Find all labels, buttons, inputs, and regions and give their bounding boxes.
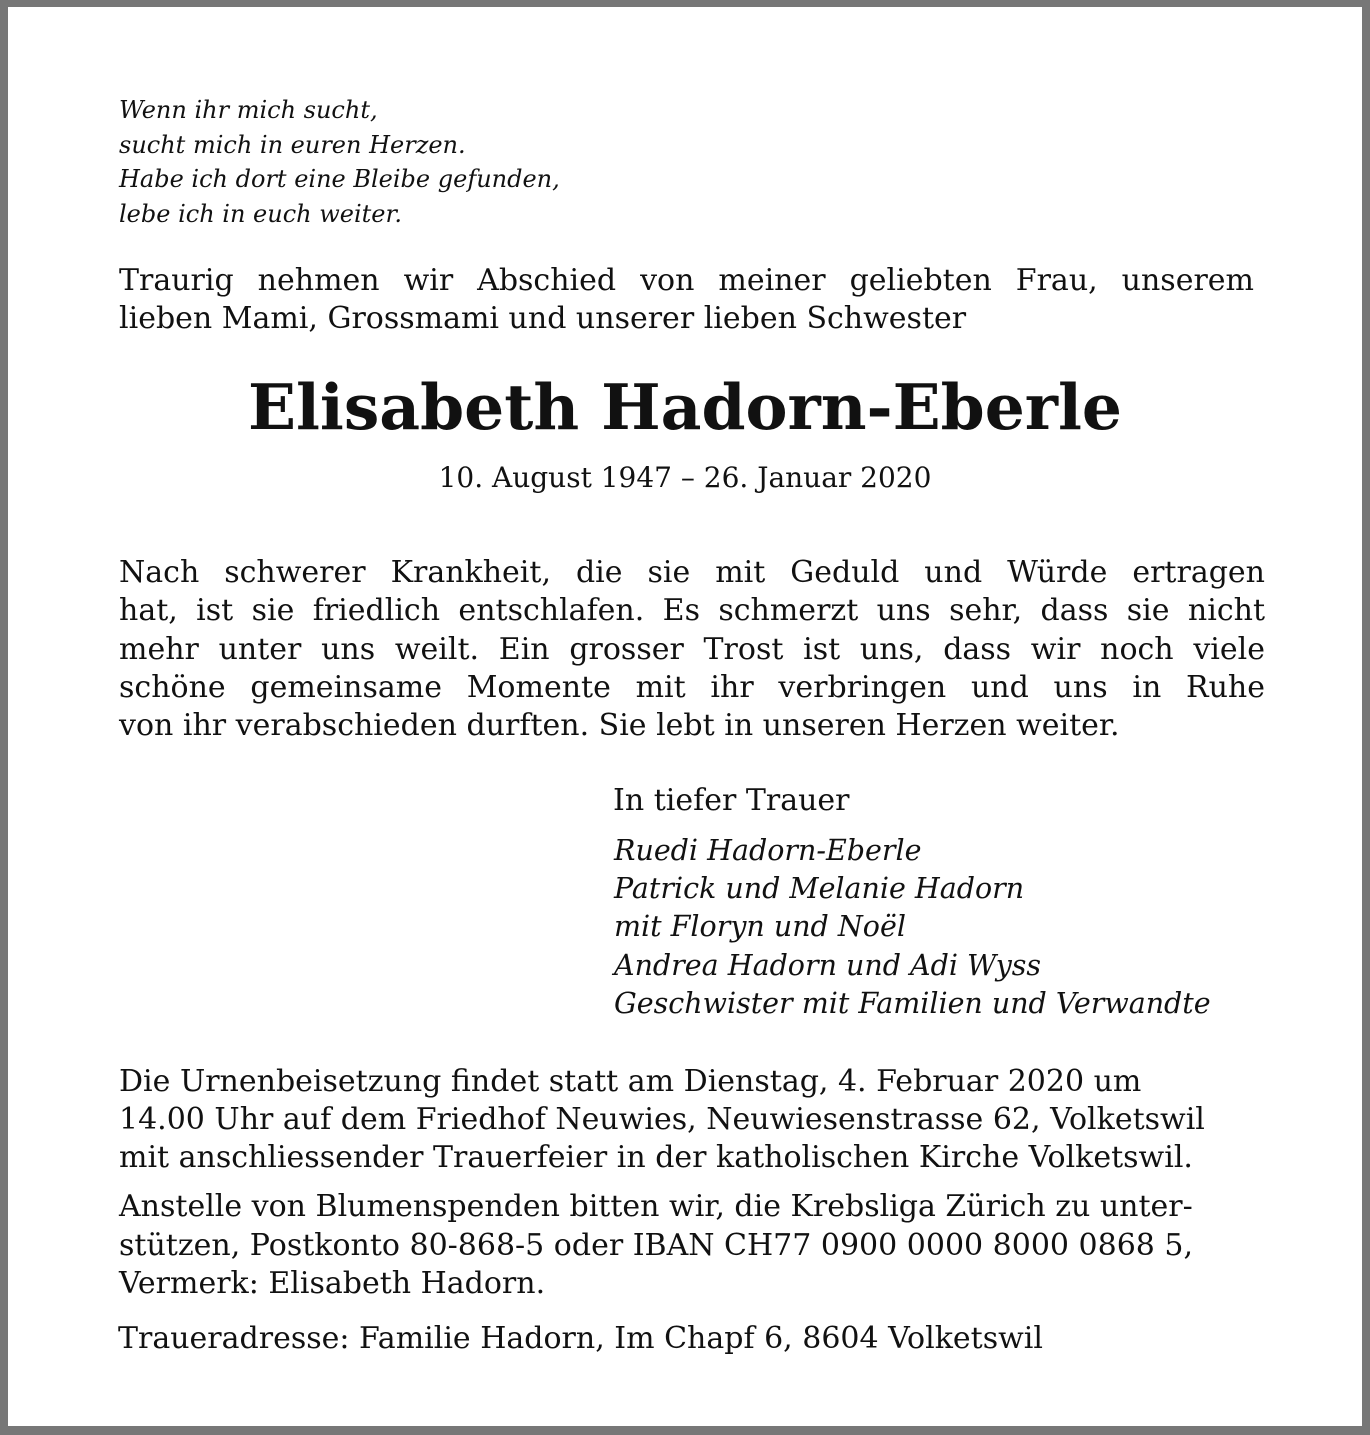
mourning-address: Traueradresse: Familie Hadorn, Im Chapf 6, 8604 Volketswil — [118, 1321, 1043, 1356]
burial-info — [119, 1063, 1295, 1177]
donation-line: stützen, Postkonto 80-868-5 oder IBAN CH77 0900 0000 8000 0868 5, — [119, 1227, 1194, 1263]
burial-line: Die Urnenbeisetzung findet statt am Dienstag, 4. Februar 2020 um — [119, 1064, 1142, 1099]
intro-line: lieben Mami, Grossmami und unserer lieben Schwester — [119, 301, 967, 336]
mourner: Patrick und Melanie Hadorn — [614, 872, 1025, 906]
life-dates: 10. August 1947 – 26. Januar 2020 — [438, 461, 932, 494]
paragraph-line: mehr unter uns weilt. Ein grosser Trost ist uns, dass wir noch viele — [119, 631, 1265, 667]
burial-line: 14.00 Uhr auf dem Friedhof Neuwies, Neuwiesenstrasse 62, Volketswil — [119, 1102, 1205, 1137]
paragraph-line: Nach schwerer Krankheit, die sie mit Geduld und Würde ertragen — [119, 555, 1265, 590]
obituary-page — [8, 7, 1362, 1426]
donation-info — [119, 1188, 1299, 1304]
burial-line: mit anschliessender Trauerfeier in der katholischen Kirche Volketswil. — [119, 1140, 1193, 1175]
mourners-list — [614, 832, 1211, 1023]
mourner: Geschwister mit Familien und Verwandte — [614, 986, 1211, 1020]
mourner: Andrea Hadorn und Adi Wyss — [614, 948, 1042, 982]
intro-text — [119, 262, 1254, 338]
donation-line: Anstelle von Blumenspenden bitten wir, die Krebsliga Zürich zu unter- — [119, 1189, 1193, 1224]
deceased-name: Elisabeth Hadorn-Eberle — [247, 370, 1123, 444]
closing-phrase: In tiefer Trauer — [613, 783, 850, 818]
mourner: mit Floryn und Noël — [614, 910, 906, 944]
poem-line: Wenn ihr mich sucht, — [119, 96, 378, 124]
main-paragraph — [119, 554, 1265, 745]
poem — [119, 93, 560, 231]
donation-line: Vermerk: Elisabeth Hadorn. — [119, 1266, 546, 1301]
paragraph-line: von ihr verabschieden durften. Sie lebt in unseren Herzen weiter. — [119, 708, 1120, 744]
intro-line: Traurig nehmen wir Abschied von meiner geliebten Frau, unserem — [119, 263, 1254, 298]
poem-line: Habe ich dort eine Bleibe gefunden, — [119, 165, 560, 193]
mourner: Ruedi Hadorn-Eberle — [614, 834, 922, 867]
paragraph-line: schöne gemeinsame Momente mit ihr verbringen und uns in Ruhe — [119, 669, 1265, 705]
paragraph-line: hat, ist sie friedlich entschlafen. Es schmerzt uns sehr, dass sie nicht — [119, 593, 1265, 629]
poem-line: lebe ich in euch weiter. — [119, 199, 402, 228]
poem-line: sucht mich in euren Herzen. — [119, 130, 466, 159]
